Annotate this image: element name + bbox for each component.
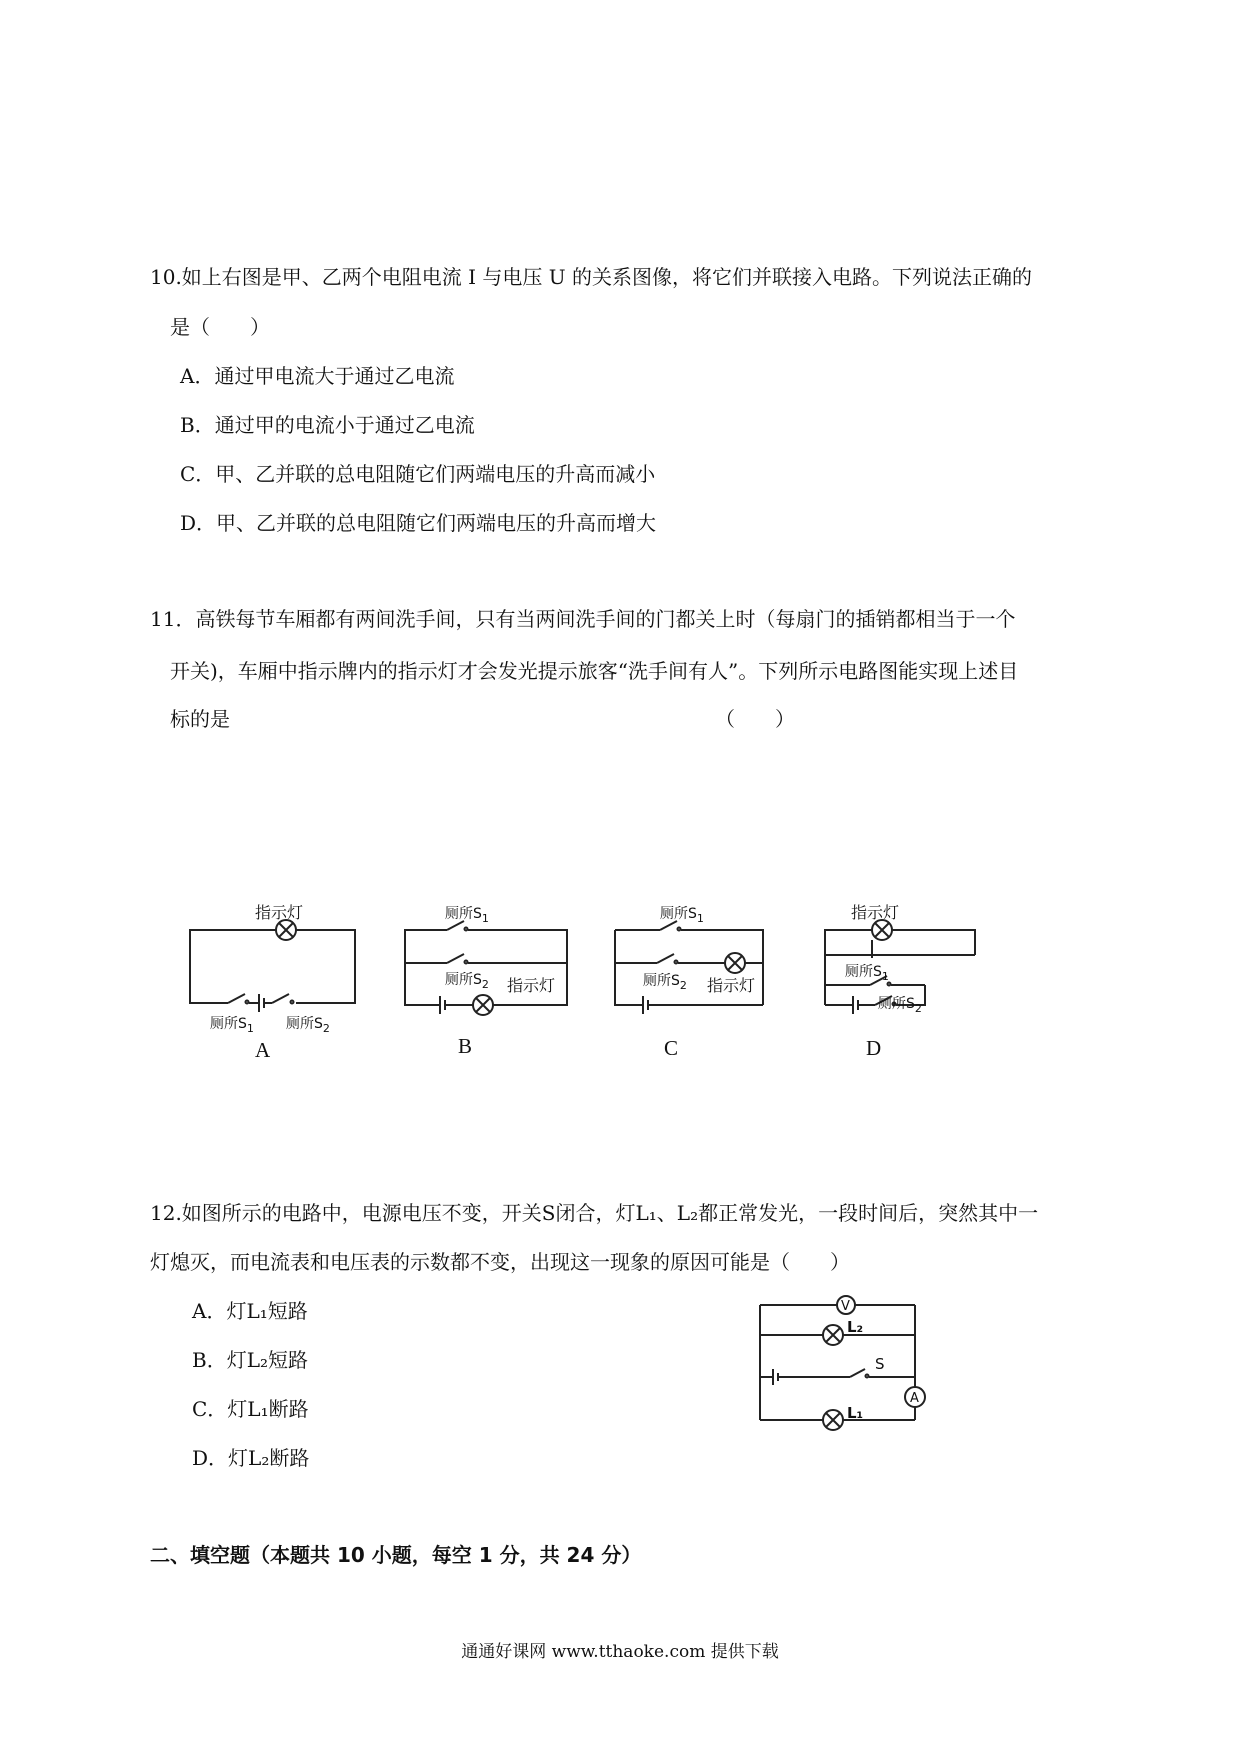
switch-s1-label: 厕所S (210, 1016, 247, 1032)
circuit-diagram-b (395, 890, 595, 1050)
q12-option-a: A．灯L₁短路 (192, 1299, 308, 1323)
lamp-label: 指示灯 (507, 976, 556, 995)
circuit-diagram-a (180, 890, 380, 1050)
q11-stem-line2: 开关)，车厢中指示牌内的指示灯才会发光提示旅客“洗手间有人”。下列所示电路图能实现上述目 (170, 659, 1019, 683)
q12-option-b: B．灯L₂短路 (192, 1348, 308, 1372)
switch-s2-label: 厕所S (878, 996, 915, 1012)
lamp-label: 指示灯 (851, 903, 900, 922)
q12-stem-line2: 灯熄灭，而电流表和电压表的示数都不变，出现这一现象的原因可能是（ ） (150, 1250, 850, 1274)
ammeter-label: A (910, 1391, 919, 1406)
circuit-diagram-d (815, 890, 1015, 1050)
switch-s1-label: 厕所S (660, 906, 697, 922)
switch-s2-label: 厕所S (286, 1016, 323, 1032)
q10-option-a: A．通过甲电流大于通过乙电流 (180, 364, 455, 388)
q10-option-b: B．通过甲的电流小于通过乙电流 (180, 413, 475, 437)
section2-title: 二、填空题（本题共 10 小题，每空 1 分，共 24 分） (150, 1543, 642, 1567)
switch-label: S (875, 1355, 885, 1373)
switch-s2-label: 厕所S (445, 972, 482, 988)
circuit-diagram-c (605, 890, 805, 1050)
q10-stem-line1: 10.如上右图是甲、乙两个电阻电流 I 与电压 U 的关系图像，将它们并联接入电路。下列说法正确的 (150, 265, 1032, 289)
q10-option-d: D．甲、乙并联的总电阻随它们两端电压的升高而增大 (180, 511, 657, 535)
switch-s1-label: 厕所S (845, 964, 882, 980)
lamp-label: 指示灯 (707, 976, 756, 995)
q10-option-c: C．甲、乙并联的总电阻随它们两端电压的升高而减小 (180, 462, 656, 486)
svg-text:厕所S1: 厕所$S_1$ (210, 1016, 254, 1035)
q12-circuit-diagram (755, 1295, 945, 1435)
q12-stem-line1: 12.如图所示的电路中，电源电压不变，开关S闭合，灯L₁、L₂都正常发光，一段时间后，突然其中一 (150, 1201, 1039, 1225)
lamp-l1-label: L₁ (847, 1404, 864, 1422)
q12-option-c: C．灯L₁断路 (192, 1397, 309, 1421)
q11-answer-paren: （ ） (715, 707, 795, 731)
svg-text:厕所S2: 厕所$S_2$ (643, 973, 687, 992)
diagram-a-caption: A (255, 1038, 271, 1062)
svg-text:厕所S1: 厕所$S_1$ (660, 906, 704, 925)
diagram-d-caption: D (866, 1036, 882, 1060)
q11-stem-line1: 11．高铁每节车厢都有两间洗手间，只有当两间洗手间的门都关上时（每扇门的插销都相当于一个 (150, 607, 1016, 631)
switch-s2-label: 厕所S (643, 973, 680, 989)
switch-s1-label: 厕所S (445, 906, 482, 922)
voltmeter-label: V (841, 1299, 850, 1314)
diagram-b-caption: B (458, 1034, 473, 1058)
svg-text:厕所S1: 厕所$S_1$ (445, 906, 489, 925)
svg-text:厕所S1: 厕所$S_1$ (845, 964, 889, 983)
q12-option-d: D．灯L₂断路 (192, 1446, 310, 1470)
q11-stem-line3: 标的是 (170, 707, 230, 731)
svg-text:厕所S2: 厕所$S_2$ (286, 1016, 330, 1035)
lamp-l2-label: L₂ (847, 1318, 864, 1336)
svg-text:厕所S2: 厕所$S_2$ (445, 972, 489, 991)
q10-stem-line2: 是（ ） (170, 315, 270, 339)
lamp-label: 指示灯 (255, 903, 304, 922)
svg-text:厕所S2: 厕所$S_2$ (878, 996, 922, 1015)
diagram-c-caption: C (664, 1036, 679, 1060)
page-footer: 通通好课网 www.tthaoke.com 提供下载 (461, 1642, 779, 1662)
